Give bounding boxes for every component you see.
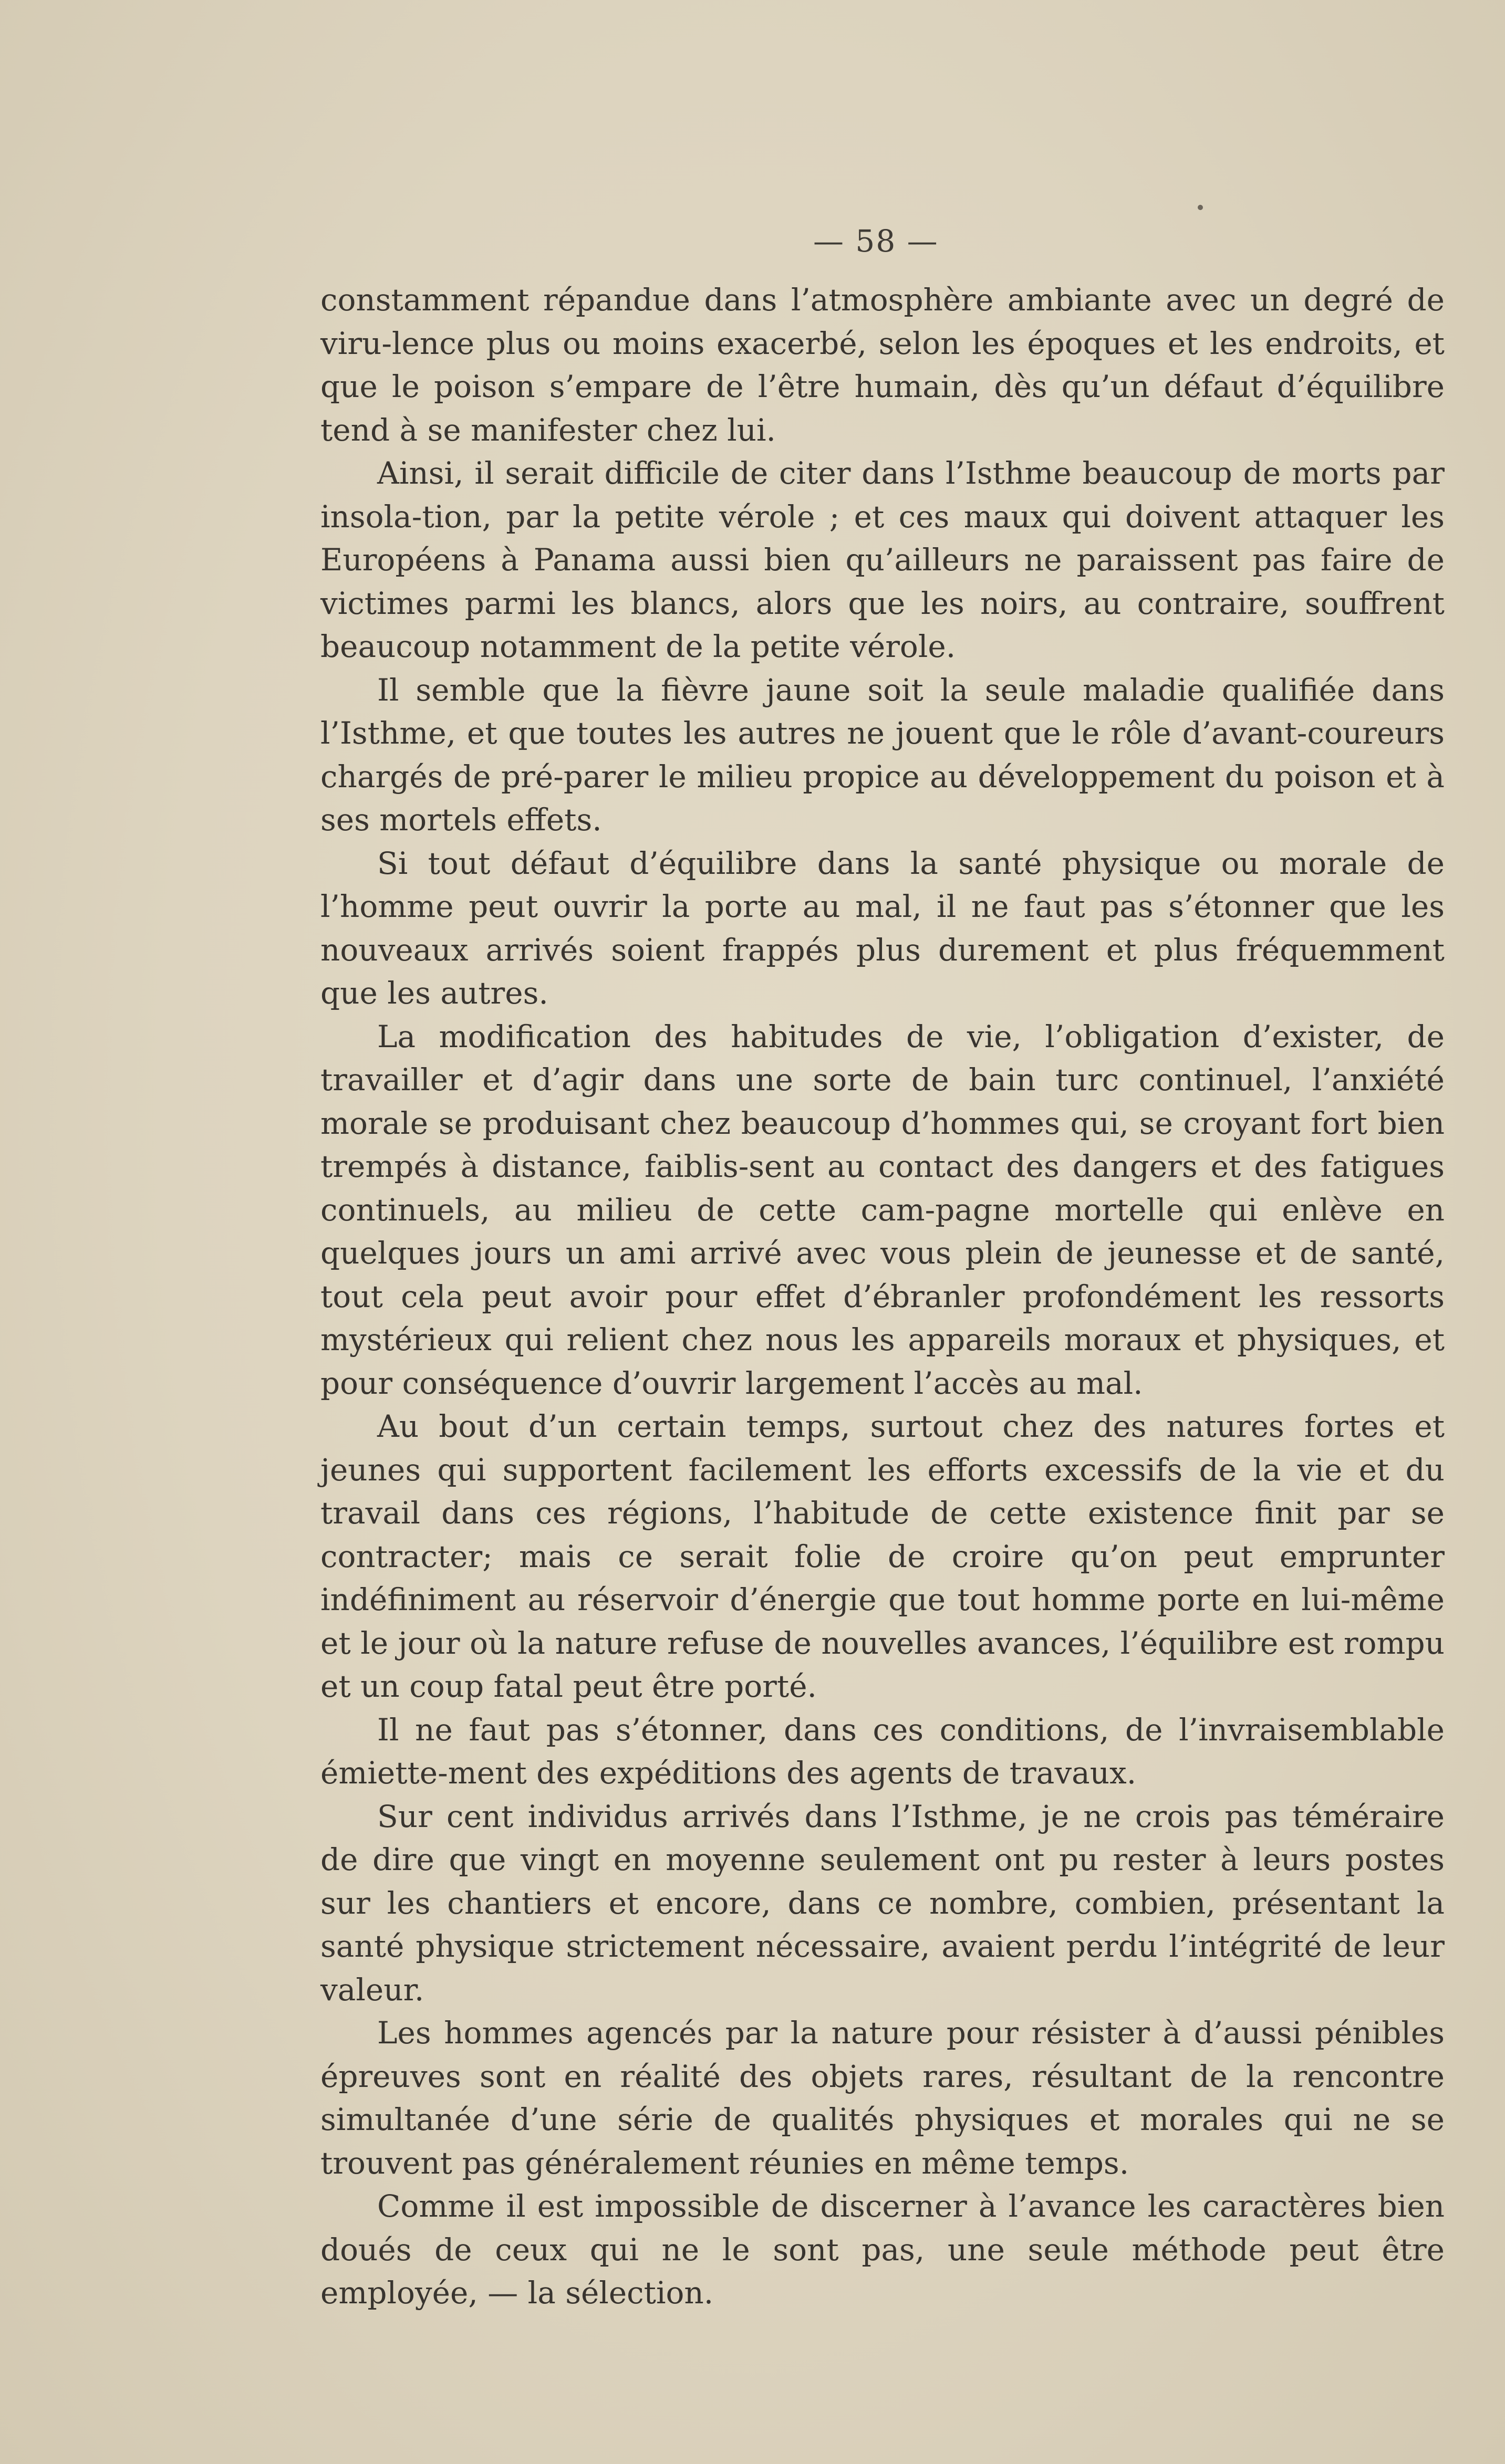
paragraph-2: Ainsi, il serait difficile de citer dans l’Isthme beaucoup de morts par insola-tion, par la petite vérole ; et ces maux qui doivent attaquer les Européens à Panama aussi bien qu’ailleurs ne paraissent pas faire de victimes parmi les blancs, alors que les noirs, au contraire, souffrent beaucoup notamment de la petite vérole.	[320, 455, 1445, 664]
paragraph-10: Comme il est impossible de discerner à l’avance les caractères bien doués de ceux qui ne le sont pas, une seule méthode peut être employée, — la sélection.	[320, 2188, 1445, 2311]
paragraph-4: Si tout défaut d’équilibre dans la santé physique ou morale de l’homme peut ouvrir la porte au mal, il ne faut pas s’étonner que les nouveaux arrivés soient frappés plus durement et plus fréquemment que les autres.	[320, 845, 1445, 1011]
paragraph-7: Il ne faut pas s’étonner, dans ces conditions, de l’invraisemblable émiette-ment des expéditions des agents de travaux.	[320, 1711, 1445, 1791]
paragraph-9: Les hommes agencés par la nature pour résister à d’aussi pénibles épreuves sont en réalité des objets rares, résultant de la rencontre simultanée d’une série de qualités physiques et morales qui ne se trouvent pas généralement réunies en même temps.	[320, 2015, 1445, 2181]
paragraph-8: Sur cent individus arrivés dans l’Isthme, je ne crois pas téméraire de dire que vingt en moyenne seulement ont pu rester à leurs postes sur les chantiers et encore, dans ce nombre, combien, présentant la santé physique strictement nécessaire, avaient perdu l’intégrité de leur valeur.	[320, 1798, 1445, 2008]
ink-dot	[1198, 205, 1203, 210]
paragraph-1: constamment répandue dans l’atmosphère ambiante avec un degré de viru-lence plus ou moins exacerbé, selon les époques et les endroits, et que le poison s’empare de l’être humain, dès qu’un défaut d’équilibre tend à se manifester chez lui.	[320, 282, 1445, 448]
body-text	[320, 278, 1445, 2315]
page-number: — 58 —	[813, 223, 939, 259]
paragraph-5: La modification des habitudes de vie, l’obligation d’exister, de travailler et d’agir dans une sorte de bain turc continuel, l’anxiété morale se produisant chez beaucoup d’hommes qui, se croyant fort bien trempés à distance, faiblis-sent au contact des dangers et des fatigues continuels, au milieu de cette cam-pagne mortelle qui enlève en quelques jours un ami arrivé avec vous plein de jeunesse et de santé, tout cela peut avoir pour effet d’ébranler profondément les ressorts mystérieux qui relient chez nous les appareils moraux et physiques, et pour conséquence d’ouvrir largement l’accès au mal.	[320, 1018, 1445, 1401]
paragraph-6: Au bout d’un certain temps, surtout chez des natures fortes et jeunes qui supportent facilement les efforts excessifs de la vie et du travail dans ces régions, l’habitude de cette existence finit par se contracter; mais ce serait folie de croire qu’on peut emprunter indéfiniment au réservoir d’énergie que tout homme porte en lui-même et le jour où la nature refuse de nouvelles avances, l’équilibre est rompu et un coup fatal peut être porté.	[320, 1408, 1445, 1704]
paragraph-3: Il semble que la fièvre jaune soit la seule maladie qualifiée dans l’Isthme, et que toutes les autres ne jouent que le rôle d’avant-coureurs chargés de pré-parer le milieu propice au développement du poison et à ses mortels effets.	[320, 672, 1445, 838]
